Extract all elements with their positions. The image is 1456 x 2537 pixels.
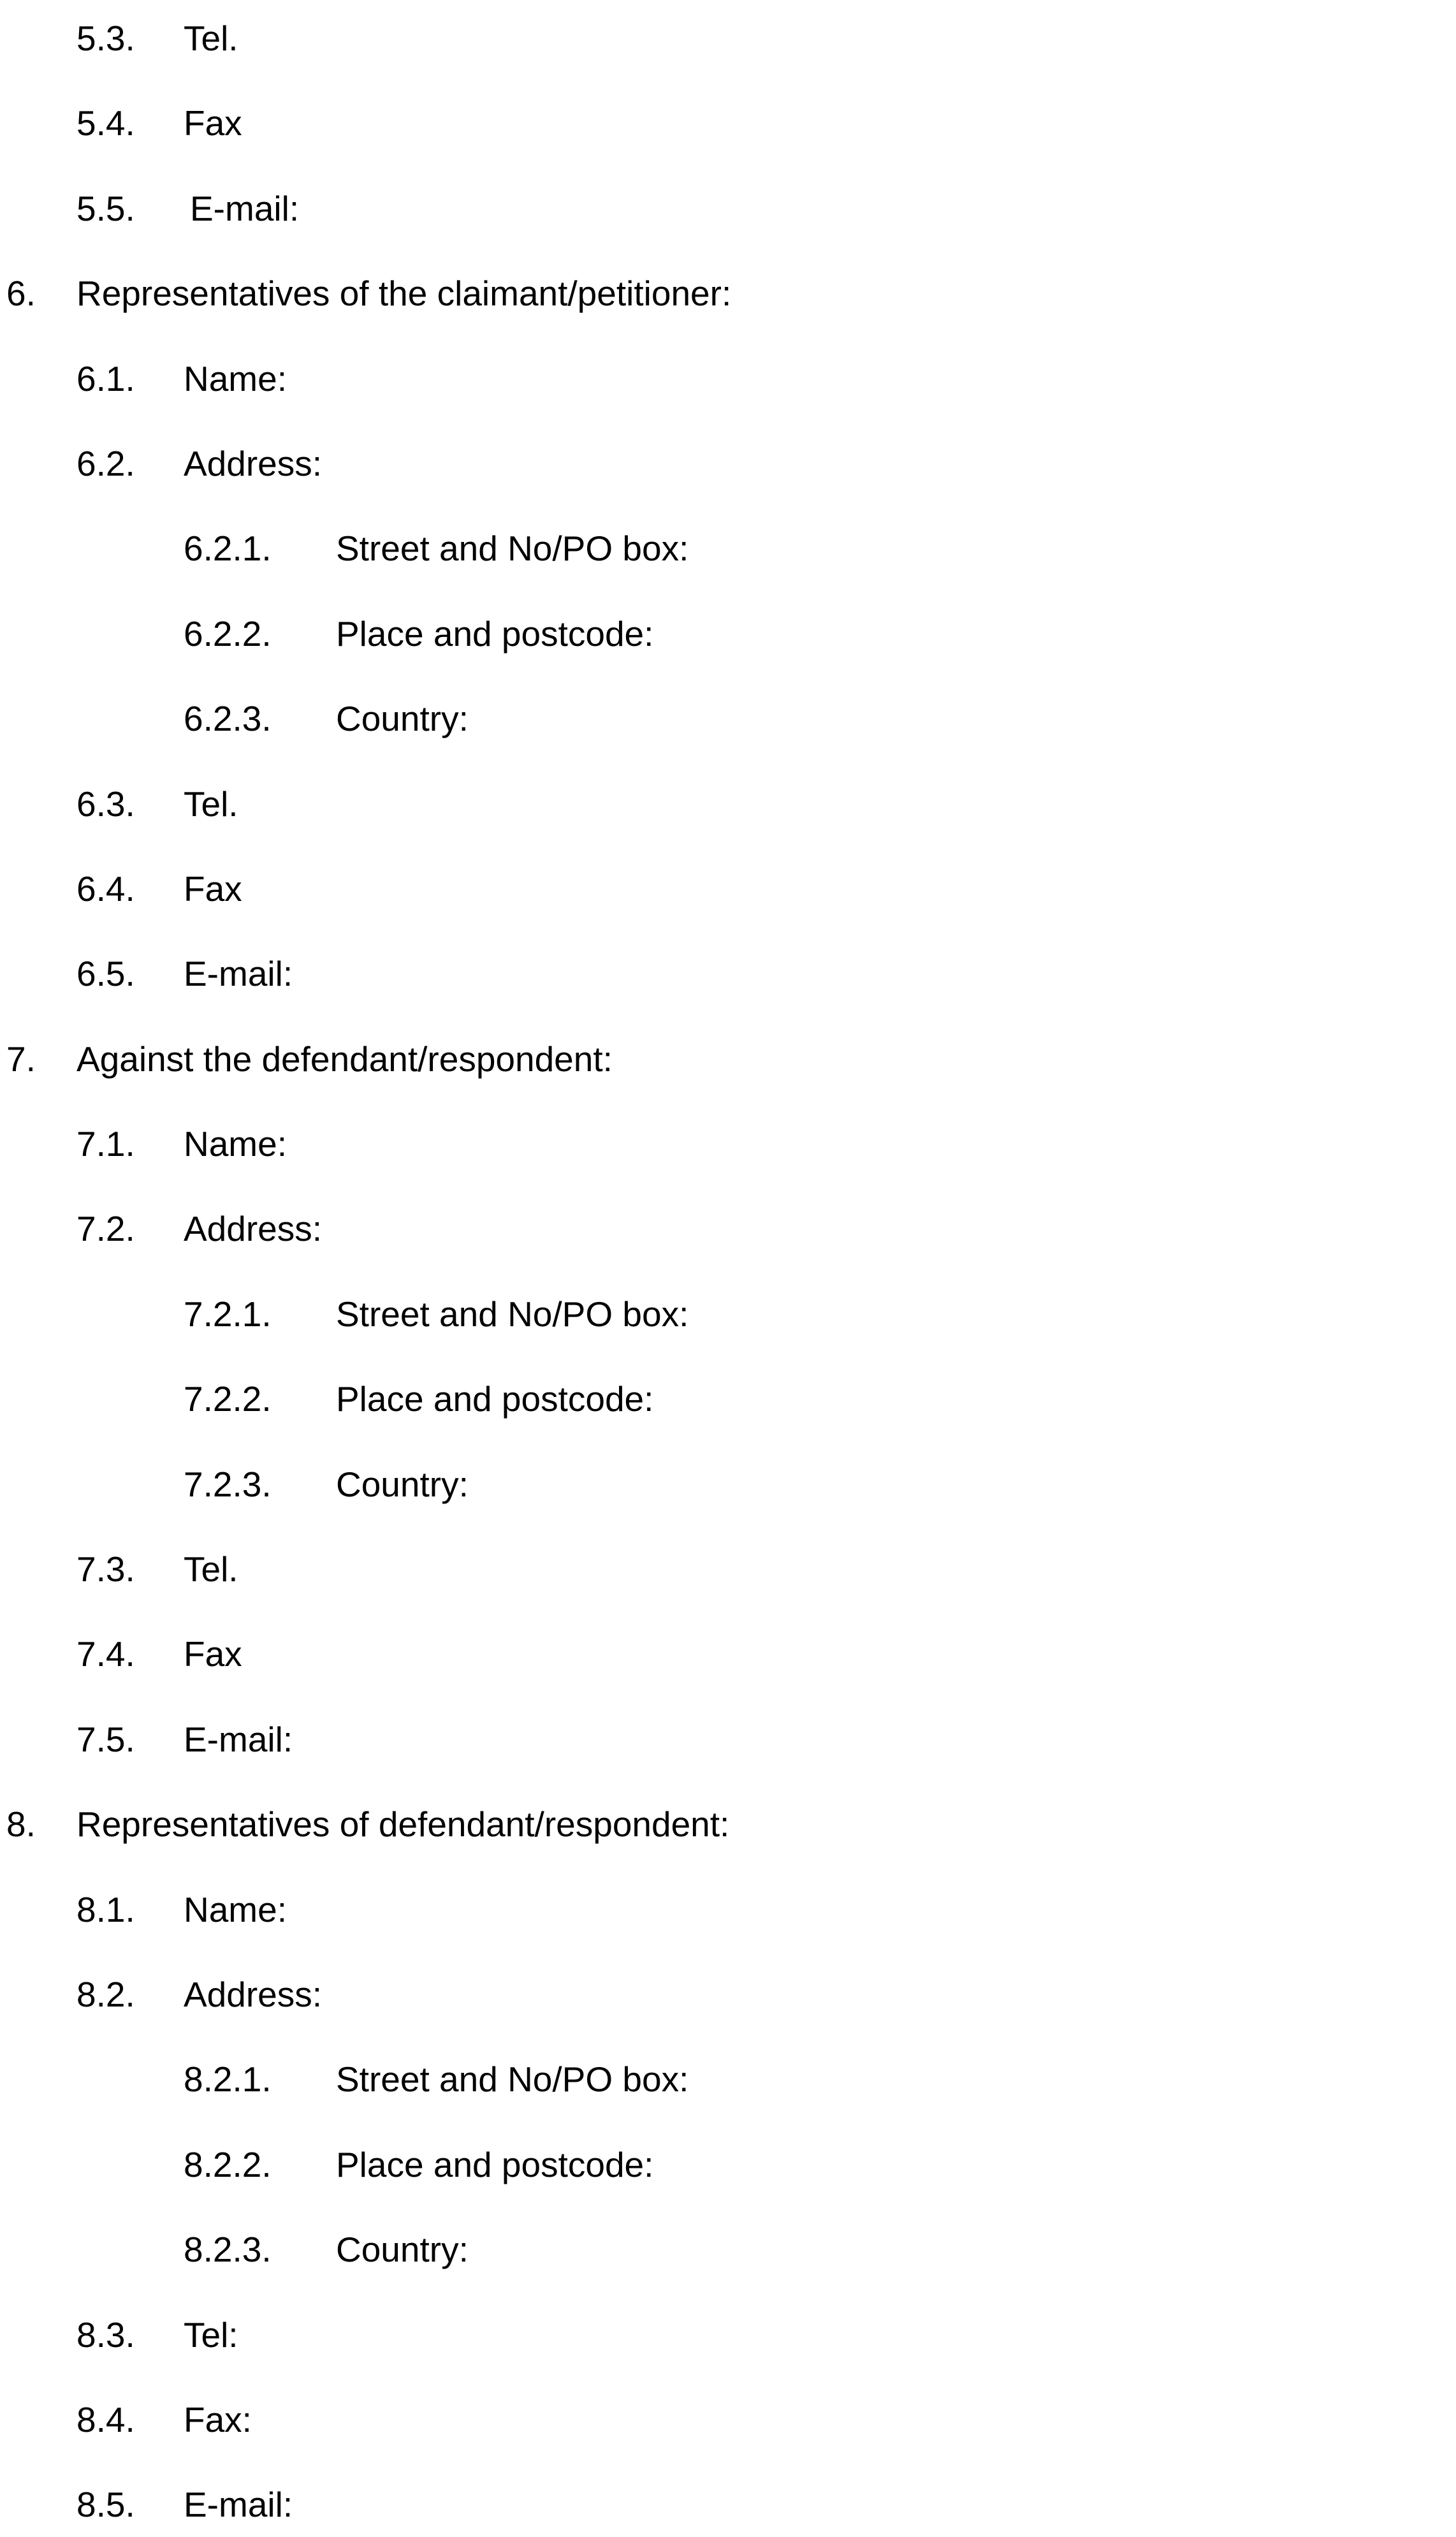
item-label: Representatives of defendant/respondent:	[76, 1804, 730, 1845]
item-label: Place and postcode:	[336, 613, 654, 654]
item-number: 6.4.	[76, 868, 135, 909]
form-item-6-1	[0, 358, 1456, 443]
item-label: Street and No/PO box:	[336, 529, 689, 569]
form-item-7-2-3	[0, 1464, 1456, 1549]
item-label: Name:	[184, 1889, 287, 1929]
item-number: 7.2.3.	[184, 1464, 272, 1504]
item-number: 8.5.	[76, 2485, 135, 2525]
item-number: 8.2.2.	[184, 2144, 272, 2184]
item-label: Representatives of the claimant/petitioner:	[76, 274, 732, 314]
item-label: Tel.	[184, 18, 238, 58]
item-number: 7.3.	[76, 1549, 135, 1590]
form-item-7	[0, 1039, 1456, 1123]
form-item-8-2-3	[0, 2229, 1456, 2314]
item-number: 8.2.	[76, 1974, 135, 2014]
item-number: 7.5.	[76, 1719, 135, 1759]
item-number: 8.	[6, 1804, 36, 1845]
item-label: Fax	[184, 103, 242, 143]
form-item-6-2	[0, 443, 1456, 528]
form-item-6	[0, 273, 1456, 358]
item-number: 7.2.1.	[184, 1294, 272, 1334]
item-number: 7.1.	[76, 1124, 135, 1164]
item-label: Tel.	[184, 1549, 238, 1590]
form-item-7-2	[0, 1208, 1456, 1293]
item-label: Country:	[336, 699, 469, 739]
item-number: 8.2.1.	[184, 2059, 272, 2100]
item-label: Address:	[184, 1209, 323, 1249]
item-label: Address:	[184, 443, 323, 483]
item-number: 6.1.	[76, 358, 135, 398]
item-number: 8.2.3.	[184, 2230, 272, 2270]
item-number: 6.2.1.	[184, 529, 272, 569]
form-item-8-2-2	[0, 2144, 1456, 2229]
item-number: 5.3.	[76, 18, 135, 58]
form-item-6-2-2	[0, 613, 1456, 698]
form-item-7-2-2	[0, 1378, 1456, 1463]
form-item-8-2	[0, 1974, 1456, 2059]
form-item-8-5	[0, 2484, 1456, 2537]
item-number: 8.3.	[76, 2314, 135, 2355]
form-item-6-2-1	[0, 528, 1456, 613]
item-label: Against the defendant/respondent:	[76, 1039, 613, 1079]
item-label: Place and postcode:	[336, 2144, 654, 2184]
item-label: E-mail:	[184, 1719, 293, 1759]
item-label: Address:	[184, 1974, 323, 2014]
form-item-7-5	[0, 1719, 1456, 1804]
item-number: 7.	[6, 1039, 36, 1079]
item-label: Tel:	[184, 2314, 238, 2355]
item-number: 6.2.3.	[184, 699, 272, 739]
item-label: Street and No/PO box:	[336, 1294, 689, 1334]
form-item-7-1	[0, 1123, 1456, 1208]
form-item-6-4	[0, 868, 1456, 953]
item-number: 7.4.	[76, 1634, 135, 1674]
form-item-8-1	[0, 1889, 1456, 1974]
form-item-6-3	[0, 784, 1456, 868]
form-item-5-3	[0, 18, 1456, 103]
item-label: Street and No/PO box:	[336, 2059, 689, 2100]
item-label: Tel.	[184, 784, 238, 824]
form-item-6-5	[0, 953, 1456, 1038]
item-number: 8.4.	[76, 2399, 135, 2439]
item-label: E-mail:	[184, 954, 293, 994]
item-number: 5.4.	[76, 103, 135, 143]
item-number: 7.2.	[76, 1209, 135, 1249]
item-number: 7.2.2.	[184, 1379, 272, 1419]
item-number: 6.3.	[76, 784, 135, 824]
item-label: Country:	[336, 2230, 469, 2270]
form-item-8-4	[0, 2399, 1456, 2484]
form-item-8	[0, 1804, 1456, 1889]
item-label: E-mail:	[184, 2485, 293, 2525]
item-label: Country:	[336, 1464, 469, 1504]
item-number: 6.2.2.	[184, 613, 272, 654]
form-item-7-4	[0, 1634, 1456, 1718]
item-label: Place and postcode:	[336, 1379, 654, 1419]
item-label: Fax:	[184, 2399, 252, 2439]
item-label: E-mail:	[190, 188, 300, 228]
item-number: 6.2.	[76, 443, 135, 483]
form-item-5-4	[0, 103, 1456, 187]
item-number: 6.	[6, 274, 36, 314]
item-label: Fax	[184, 868, 242, 909]
item-number: 6.5.	[76, 954, 135, 994]
item-number: 5.5.	[76, 188, 135, 228]
item-number: 8.1.	[76, 1889, 135, 1929]
form-item-8-2-1	[0, 2059, 1456, 2144]
form-item-5-5	[0, 188, 1456, 273]
item-label: Name:	[184, 358, 287, 398]
form-item-7-3	[0, 1549, 1456, 1634]
form-item-8-3	[0, 2314, 1456, 2399]
form-item-7-2-1	[0, 1294, 1456, 1378]
form-item-6-2-3	[0, 698, 1456, 783]
item-label: Fax	[184, 1634, 242, 1674]
item-label: Name:	[184, 1124, 287, 1164]
